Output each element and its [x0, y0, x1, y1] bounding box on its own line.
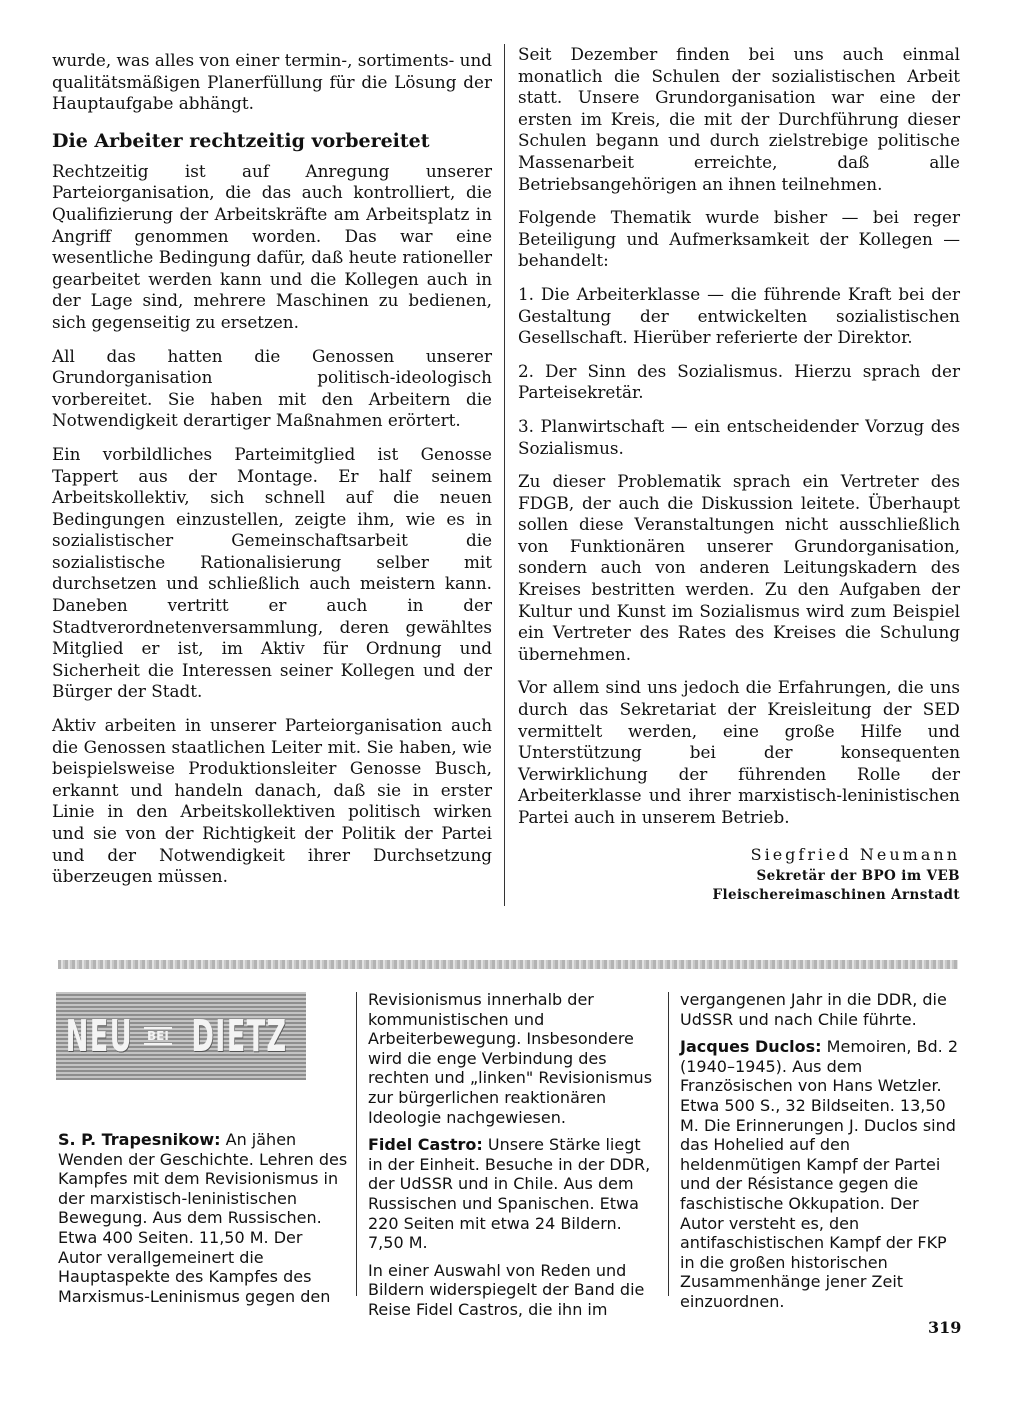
author-company: Fleischereimaschinen Arnstadt	[712, 886, 960, 903]
paragraph: Aktiv arbeiten in unserer Parteiorganisation auch die Genossen staatlichen Leiter mit. Sie haben, wie beispielsweise Produktionsleiter Genosse Busch, erkannt und handeln danach, daß sie in erster Linie in den Arbeitskollektiven politisch wirken und sie von der Richtigkeit der Politik der Partei und der Notwendigkeit ihrer Durchsetzung überzeugen müssen.	[52, 715, 492, 887]
signature	[518, 843, 960, 905]
paragraph: Seit Dezember finden bei uns auch einmal monatlich die Schulen der sozialistischen Arbeit statt. Unsere Grundorganisation war eine der ersten im Kreis, die mit der Durchführung dieser Schulen begann und durch zielstrebige politische Massenarbeit erreichte, daß alle Betriebsangehörigen an ihnen teilnehmen.	[518, 44, 960, 194]
neu-bei-dietz-logo	[56, 992, 306, 1080]
logo-word-bei: BEI	[144, 1027, 172, 1045]
list-item: 3. Planwirtschaft — ein entscheidender Vorzug des Sozialismus.	[518, 415, 960, 458]
book-column-3	[680, 990, 964, 1320]
paragraph: All das hatten die Genossen unserer Grundorganisation politisch-ideologisch vorbereitet. Sie haben mit den Arbeitern die Notwendigkeit derartiger Maßnahmen erörtert.	[52, 345, 492, 431]
book-column-2	[368, 990, 656, 1328]
logo-word-dietz: DIETZ	[191, 1010, 288, 1062]
book-description: Revisionismus innerhalb der kommunistischen und Arbeiterbewegung. Insbesondere wird die enge Verbindung des rechten und „linken" Revisionismus zur bürgerlichen reaktionären Ideologie nachgewiesen.	[368, 990, 653, 1127]
column-divider	[504, 44, 505, 906]
author-role: Sekretär der BPO im VEB	[756, 867, 960, 884]
paragraph: Folgende Thematik wurde bisher — bei reger Beteiligung und Aufmerksamkeit der Kollegen — behandelt:	[518, 207, 960, 271]
book-entry	[58, 1130, 348, 1306]
book-description: Memoiren, Bd. 2 (1940–1945). Aus dem Französischen von Hans Wetzler. Etwa 500 S., 32 Bildseiten. 13,50 M. Die Erinnerungen J. Duclos sind das Hohelied auf den heldenmütigen Kampf der Partei und der Résistance gegen die faschistische Okkupation. Der Autor versteht es, den antifaschistischen Kampf der FKP in die großen historischen Zusammenhänge jener Zeit einzuordnen.	[680, 1037, 958, 1311]
author-name: Siegfried Neumann	[750, 844, 960, 864]
page-number: 319	[928, 1318, 962, 1337]
column-divider	[356, 992, 357, 1296]
book-description: An jähen Wenden der Geschichte. Lehren des Kampfes mit dem Revisionismus in der marxistisch-leninistischen Bewegung. Aus dem Russischen. Etwa 400 Seiten. 11,50 M. Der Autor verallgemeinert die Hauptaspekte des Kampfes des Marxismus-Leninismus gegen den	[58, 1130, 348, 1306]
book-column-1	[58, 1130, 348, 1314]
paragraph: Vor allem sind uns jedoch die Erfahrungen, die uns durch das Sekretariat der Kreisleitung der SED vermittelt werden, eine große Hilfe und Unterstützung bei der konsequenten Verwirklichung der führenden Rolle der Arbeiterklasse und ihrer marxistisch-leninistischen Partei auch in unserem Betrieb.	[518, 677, 960, 827]
paragraph: Zu dieser Problematik sprach ein Vertreter des FDGB, der auch die Diskussion leitete. Überhaupt sollen diese Veranstaltungen nicht ausschließlich von Funktionären unserer Grundorganisation, sondern auch von anderen Leitungskadern des Kreises bestritten werden. Zu den Aufgaben der Kultur und Kunst im Sozialismus wird zum Beispiel ein Vertreter des Rates des Kreises die Schulung übernehmen.	[518, 471, 960, 664]
paragraph: wurde, was alles von einer termin-, sortiments- und qualitätsmäßigen Planerfüllung für die Lösung der Hauptaufgabe abhängt.	[52, 50, 492, 114]
paragraph: Ein vorbildliches Parteimitglied ist Genosse Tappert aus der Montage. Er half seinem Arbeitskollektiv, sich schnell auf die neuen Bedingungen einzustellen, zeigte ihm, wie es in sozialistischer Gemeinschaftsarbeit die sozialistische Rationalisierung selber mit durchsetzen und schließlich auch meistern kann. Daneben vertritt er auch in der Stadtverordnetenversammlung, deren gewähltes Mitglied er ist, im Aktiv für Ordnung und Sicherheit die Interessen seiner Kollegen und der Bürger der Stadt.	[52, 443, 492, 702]
section-divider	[58, 960, 958, 969]
book-entry	[368, 1135, 656, 1253]
section-heading: Die Arbeiter rechtzeitig vorbereitet	[52, 129, 430, 152]
book-description: Unsere Stärke liegt in der Einheit. Besuche in der DDR, der UdSSR und in Chile. Aus dem Russischen und Spanischen. Etwa 220 Seiten mit etwa 24 Bildern. 7,50 M.	[368, 1135, 651, 1253]
list-item: 2. Der Sinn des Sozialismus. Hierzu sprach der Parteisekretär.	[518, 360, 960, 403]
paragraph: Rechtzeitig ist auf Anregung unserer Parteiorganisation, die das auch kontrolliert, die Qualifizierung der Arbeitskräfte am Arbeitsplatz in Angriff genommen worden. Das war eine wesentliche Bedingung dafür, daß heute rationeller gearbeitet werden kann und die Kollegen auch in der Lage sind, mehrere Maschinen zu bedienen, sich gegenseitig zu ersetzen.	[52, 160, 492, 332]
article-column-right	[518, 44, 960, 905]
book-author: Jacques Duclos:	[680, 1037, 822, 1057]
article-column-left	[52, 50, 492, 900]
column-divider	[668, 992, 669, 1296]
book-author: Fidel Castro:	[368, 1135, 483, 1155]
book-entry	[680, 1037, 964, 1311]
logo-word-neu: NEU	[65, 1010, 134, 1062]
book-author: S. P. Trapesnikow:	[58, 1130, 221, 1149]
book-description: vergangenen Jahr in die DDR, die UdSSR und nach Chile führte.	[680, 990, 947, 1029]
list-item: 1. Die Arbeiterklasse — die führende Kraft bei der Gestaltung der entwickelten sozialistischen Gesellschaft. Hierüber referierte der Direktor.	[518, 283, 960, 348]
book-description: In einer Auswahl von Reden und Bildern widerspiegelt der Band die Reise Fidel Castros, die ihn im	[368, 1260, 645, 1319]
